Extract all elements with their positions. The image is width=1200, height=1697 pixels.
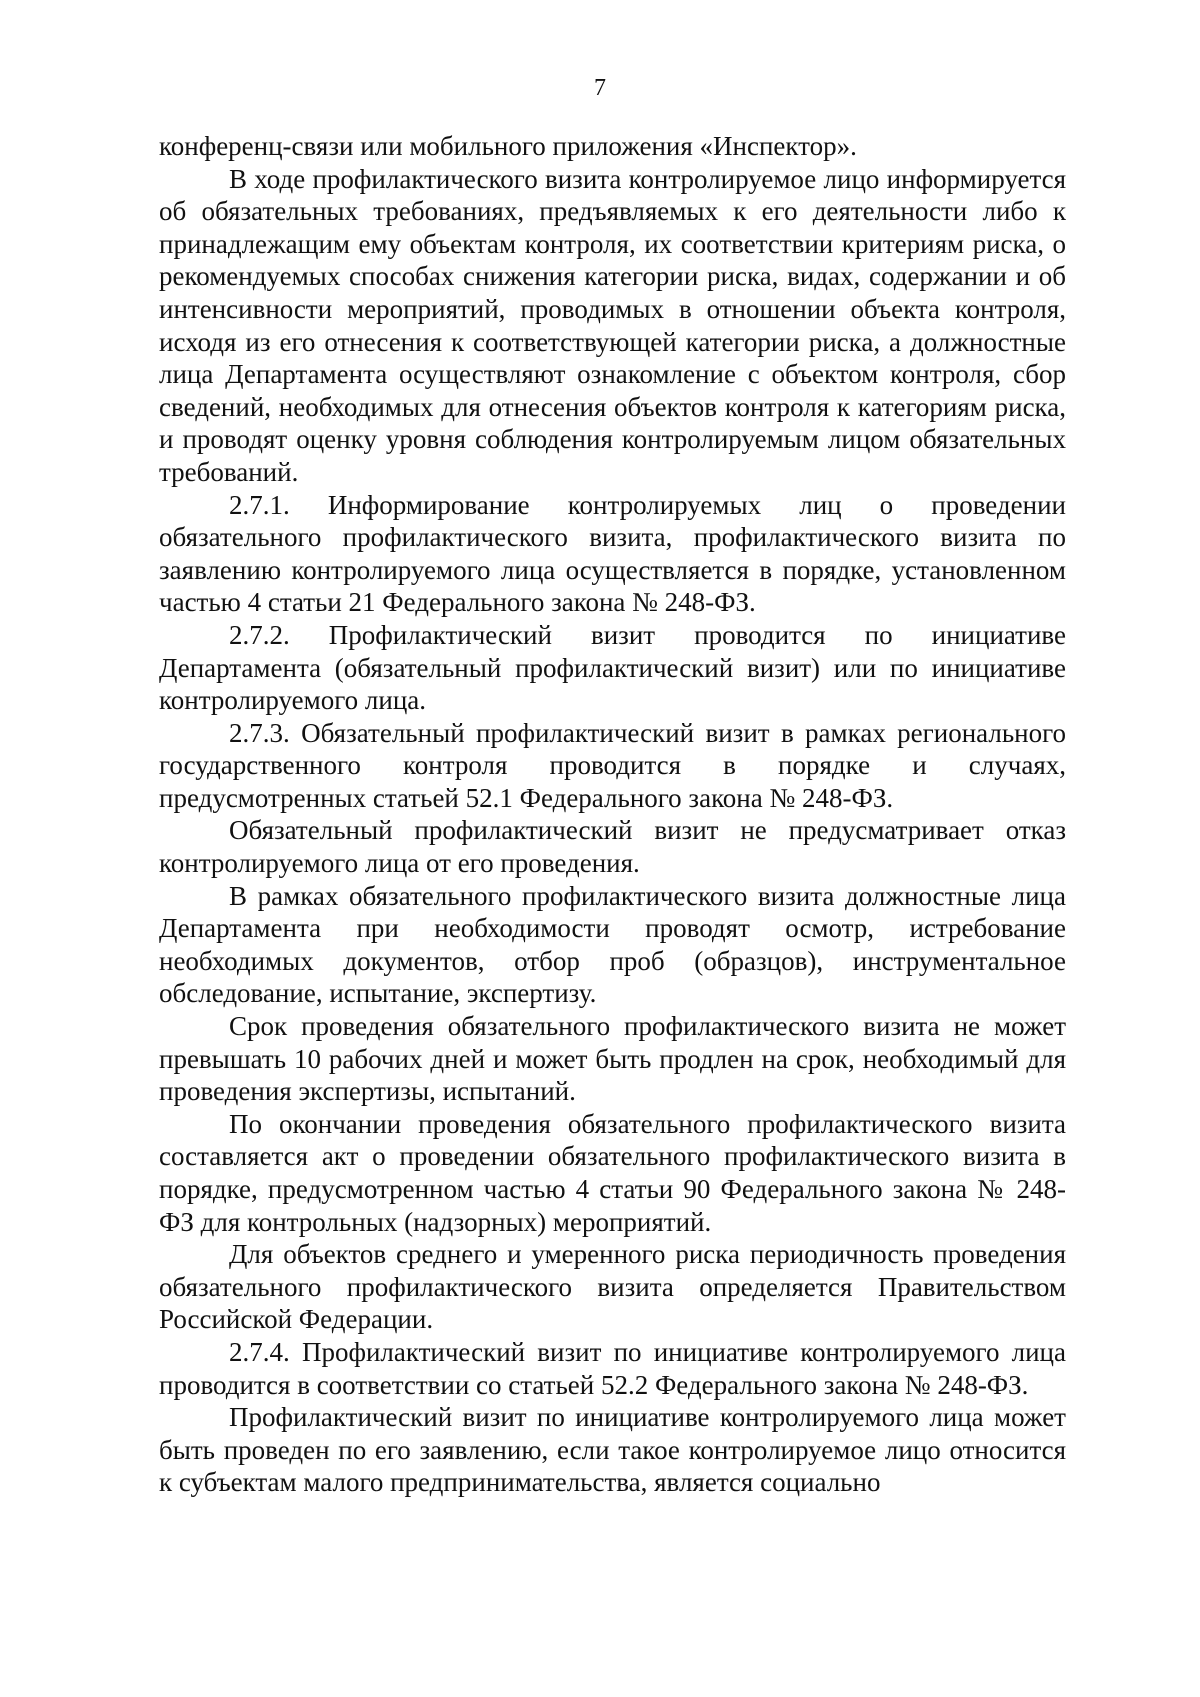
paragraph-periodicity: Для объектов среднего и умеренного риска периодичность проведения обязательного профилактического визита определяется Правительством Российской Федерации.	[159, 1239, 1066, 1335]
document-body	[159, 130, 1066, 1499]
paragraph-2-7-1: 2.7.1. Информирование контролируемых лиц о проведении обязательного профилактического визита, профилактического визита по заявлению контролируемого лица осуществляется в порядке, установленном частью 4 статьи 21 Федерального закона № 248-ФЗ.	[159, 489, 1066, 618]
paragraph-2-7-4: 2.7.4. Профилактический визит по инициативе контролируемого лица проводится в соответствии со статьей 52.2 Федерального закона № 248-ФЗ.	[159, 1336, 1066, 1400]
paragraph-initiative-visit: Профилактический визит по инициативе контролируемого лица может быть проведен по его заявлению, если такое контролируемое лицо относится к субъектам малого предпринимательства, является социально	[159, 1402, 1066, 1498]
paragraph-continuation: конференц-связи или мобильного приложения «Инспектор».	[159, 131, 857, 161]
paragraph-inspection-actions: В рамках обязательного профилактического визита должностные лица Департамента при необходимости проводят осмотр, истребование необходимых документов, отбор проб (образцов), инструментальное обследование, испытание, экспертизу.	[159, 880, 1066, 1009]
paragraph-no-refusal: Обязательный профилактический визит не предусматривает отказ контролируемого лица от его проведения.	[159, 815, 1066, 879]
page-number: 7	[594, 75, 606, 101]
paragraph-2-7-2: 2.7.2. Профилактический визит проводится по инициативе Департамента (обязательный профилактический визит) или по инициативе контролируемого лица.	[159, 619, 1066, 716]
paragraph-2-7-3: 2.7.3. Обязательный профилактический визит в рамках регионального государственного контроля проводится в порядке и случаях, предусмотренных статьей 52.1 Федерального закона № 248-ФЗ.	[159, 717, 1066, 813]
paragraph-visit-information: В ходе профилактического визита контролируемое лицо информируется об обязательных требованиях, предъявляемых к его деятельности либо к принадлежащим ему объектам контроля, их соответствии критериям риска, о рекомендуемых способах снижения категории риска, видах, содержании и об интенсивности мероприятий, проводимых в отношении объекта контроля, исходя из его отнесения к соответствующей категории риска, а должностные лица Департамента осуществляют ознакомление с объектом контроля, сбор сведений, необходимых для отнесения объектов контроля к категориям риска, и проводят оценку уровня соблюдения контролируемым лицом обязательных требований.	[159, 163, 1066, 487]
paragraph-visit-act: По окончании проведения обязательного профилактического визита составляется акт о проведении обязательного профилактического визита в порядке, предусмотренном частью 4 статьи 90 Федерального закона № 248-ФЗ для контрольных (надзорных) мероприятий.	[159, 1108, 1066, 1237]
paragraph-visit-duration: Срок проведения обязательного профилактического визита не может превышать 10 рабочих дней и может быть продлен на срок, необходимый для проведения экспертизы, испытаний.	[159, 1011, 1066, 1107]
